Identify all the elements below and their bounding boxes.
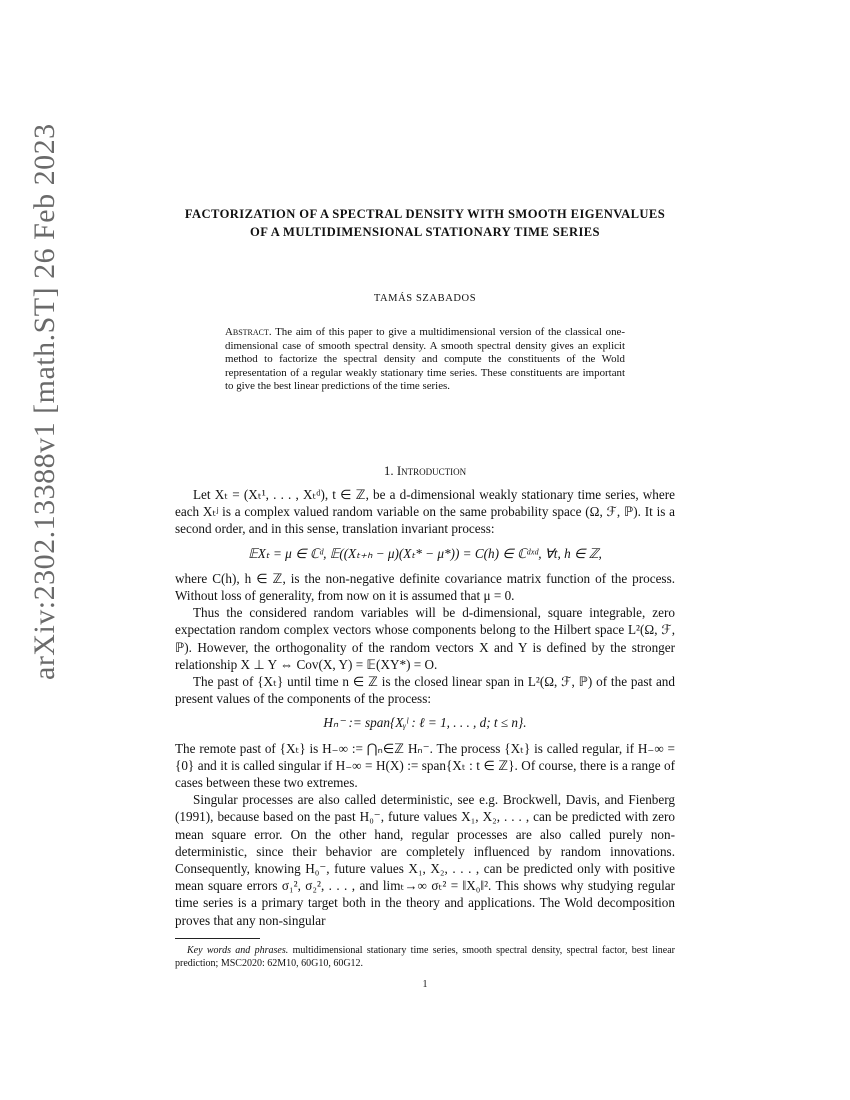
paragraph-3: Thus the considered random variables will be d-dimensional, square integrable, zero expectation random complex vectors whose components belong to the Hilbert space L²(Ω, ℱ, ℙ). However, the orthogonality of the random vectors X and Y is defined by the stronger relationship X ⊥ Y ⇔ Cov(X, Y) = 𝔼(XY*) = O.: [175, 605, 675, 672]
paragraph-1: Let Xₜ = (Xₜ¹, . . . , Xₜᵈ), t ∈ ℤ, be a d-dimensional weakly stationary time series, where each Xₜʲ is a complex valued random variable on the same probability space (Ω, ℱ, ℙ). It is a second order, and in this sense, translation invariant process:: [175, 487, 675, 537]
paragraph-5: The remote past of {Xₜ} is H₋∞ := ⋂ₙ∈ℤ Hₙ⁻. The process {Xₜ} is called regular, if H₋∞ = {0} and it is called singular if H₋∞ = H(X) := span{Xₜ : t ∈ ℤ}. Of course, there is a range of cases between these two extremes.: [175, 740, 675, 791]
section-number: 1.: [383, 463, 394, 478]
abstract: [225, 326, 625, 394]
body-text: [175, 486, 675, 929]
section-heading: [175, 462, 675, 479]
equation-expectation-covariance: 𝔼Xₜ = μ ∈ ℂᵈ, 𝔼((Xₜ₊ₕ − μ)(Xₜ* − μ*)) = C(h) ∈ ℂᵈˣᵈ, ∀t, h ∈ ℤ,: [248, 545, 602, 561]
paragraph-6: Singular processes are also called deterministic, see e.g. Brockwell, Davis, and Fienberg (1991), because based on the past H₀⁻, future values X₁, X₂, . . . , can be predicted with zero mean square error. On the other hand, regular processes are also called purely non-deterministic, since their behavior are completely influenced by random innovations. Consequently, knowing H₀⁻, future values X₁, X₂, . . . , can be predicted only with positive mean square errors σ₁², σ₂², . . . , and limₜ→∞ σₜ² = ‖X₀‖². This shows why studying regular time series is a primary target both in the theory and applications. The Wold decomposition proves that any non-singular: [175, 792, 675, 928]
equation-past-span: Hₙ⁻ := span{Xᵧˡ : ℓ = 1, . . . , d; t ≤ n}.: [323, 715, 527, 731]
footnote-label: Key words and phrases.: [187, 945, 289, 956]
arxiv-stamp: arXiv:2302.13388v1 [math.ST] 26 Feb 2023: [28, 123, 61, 680]
page-number: 1: [422, 979, 428, 990]
paper-title: FACTORIZATION OF A SPECTRAL DENSITY WITH SMOOTH EIGENVALUES OF A MULTIDIMENSIONAL STATIONARY TIME SERIES: [184, 207, 666, 239]
paragraph-2: where C(h), h ∈ ℤ, is the non-negative definite covariance matrix function of the process. Without loss of generality, from now on it is assumed that μ = 0.: [175, 570, 675, 604]
footnote-text: multidimensional stationary time series, smooth spectral density, spectral factor, best linear prediction; MSC2020: 62M10, 60G10, 60G12.: [175, 945, 676, 970]
paragraph-4: The past of {Xₜ} until time n ∈ ℤ is the closed linear span in L²(Ω, ℱ, ℙ) of the past and present values of the components of the process:: [175, 674, 675, 707]
footnote-rule: [175, 938, 260, 939]
abstract-text: The aim of this paper to give a multidimensional version of the classical one-dimensional case of smooth spectral density. A smooth spectral density gives an explicit method to factorize the spectral density and compute the constituents of the Wold representation of a regular weakly stationary time series. These constituents are important to give the best linear predictions of the time series.: [225, 326, 625, 393]
author-name: TAMÁS SZABADOS: [373, 293, 477, 304]
abstract-label: Abstract.: [225, 326, 272, 338]
footnote: [175, 944, 675, 970]
section-title: Introduction: [396, 463, 467, 478]
